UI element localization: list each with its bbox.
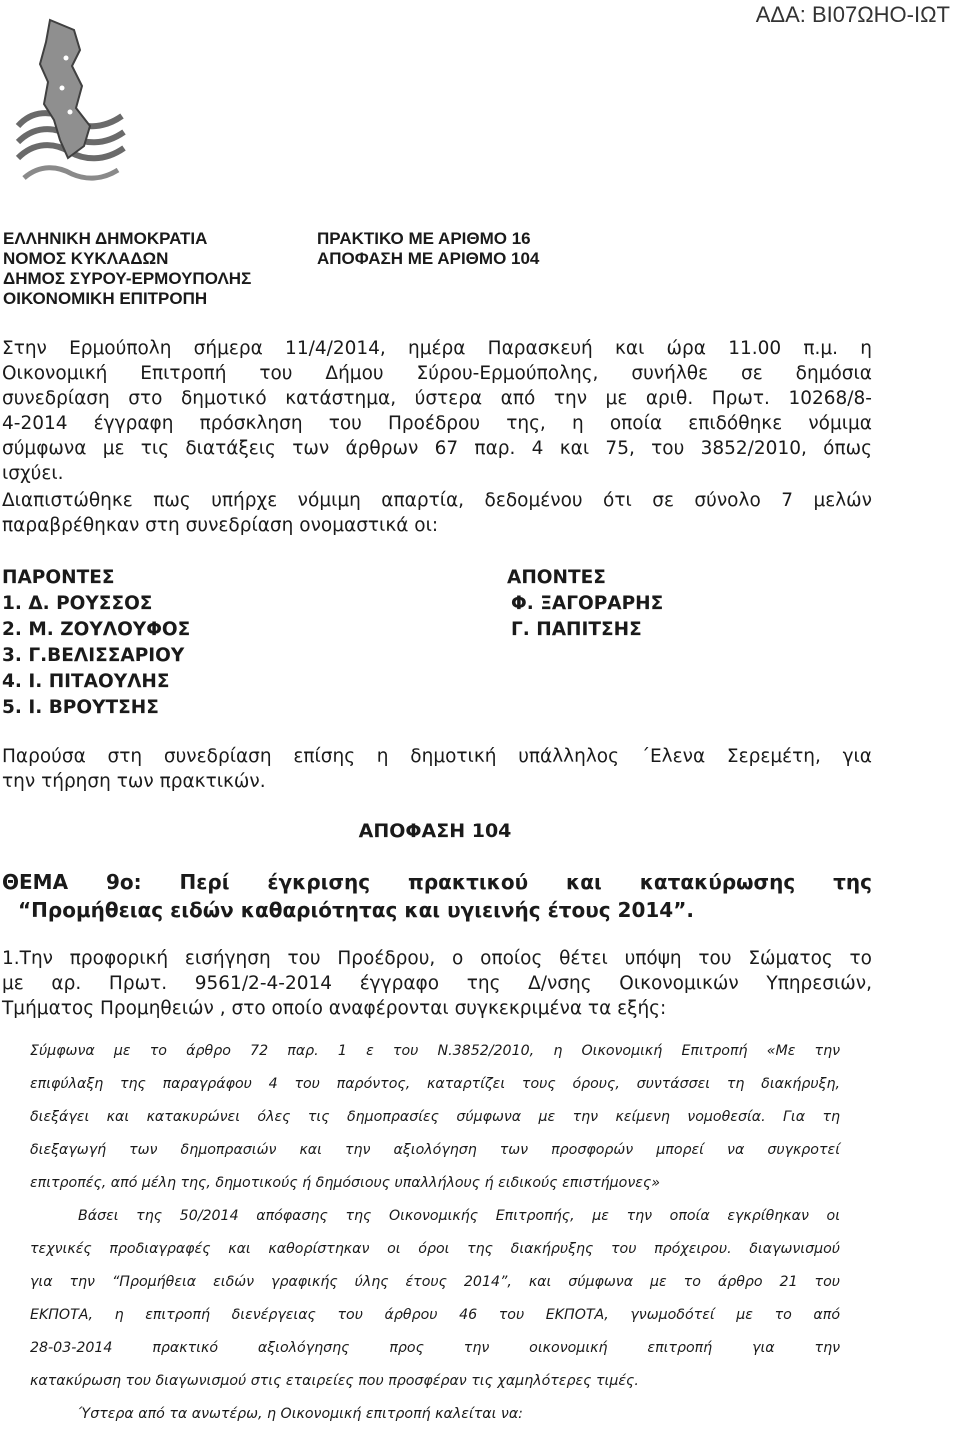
quote-line-9: ΕΚΠΟΤΑ, η επιτροπή διενέργειας του άρθρου 46 του ΕΚΠΟΤΑ, γνωμοδότεί με το από [30,1307,840,1323]
secretary-line-2: την τήρηση των πρακτικών. [2,771,266,792]
present-member-4: 4. Ι. ΠΙΤΑΟΥΛΗΣ [2,671,170,692]
quote-line-6: Βάσει της 50/2014 απόφασης της Οικονομικής Επιτροπής, με την οποία εγκρίθηκαν οι [78,1208,840,1224]
present-title: ΠΑΡΟΝΤΕΣ [2,567,115,588]
header-right-1: ΠΡΑΚΤΙΚΟ ΜΕ ΑΡΙΘΜΟ 16 [317,229,531,248]
decision-title: ΑΠΟΦΑΣΗ 104 [358,820,512,842]
quote-line-7: τεχνικές προδιαγραφές και καθορίστηκαν οι όροι της διακήρυξης του πρόχειρου. διαγωνισμού [30,1241,840,1257]
quote-line-11: κατακύρωση του διαγωνισμού στις εταιρείες που προσφέραν τις χαμηλότερες τιμές. [30,1373,639,1389]
header-left-2: ΝΟΜΟΣ ΚΥΚΛΑΔΩΝ [3,249,169,268]
intro-line-3: συνεδρίαση στο δημοτικό κατάστημα, ύστερα από την με αριθ. Πρωτ. 10268/8- [2,388,872,409]
absent-member-1: Φ. ΞΑΓΟΡΑΡΗΣ [511,593,664,614]
present-member-3: 3. Γ.ΒΕΛΙΣΣΑΡΙΟΥ [2,645,185,666]
quote-line-12: Ύστερα από τα ανωτέρω, η Οικονομική επιτροπή καλείται να: [78,1406,523,1422]
header-left-3: ΔΗΜΟΣ ΣΥΡΟΥ-ΕΡΜΟΥΠΟΛΗΣ [3,269,252,288]
proposal-line-1: 1.Την προφορική εισήγηση του Προέδρου, ο οποίος θέτει υπόψη του Σώματος το [2,948,872,969]
absent-title: ΑΠΟΝΤΕΣ [507,567,606,588]
quote-line-5: επιτροπές, από μέλη της, δημοτικούς ή δημόσιους υπαλλήλους ή ειδικούς επιστήμονες» [30,1175,661,1191]
quote-line-10: 28-03-2014 πρακτικό αξιολόγησης προς την οικονομική επιτροπή για την [30,1340,840,1356]
present-member-2: 2. Μ. ΖΟΥΛΟΥΦΟΣ [2,619,191,640]
subject-line-2: “Προμήθειας ειδών καθαριότητας και υγιεινής έτους 2014”. [18,898,694,922]
quorum-line-2: παραβρέθηκαν στη συνεδρίαση ονομαστικά οι: [2,515,439,536]
proposal-line-3: Τμήματος Προμηθειών , στο οποίο αναφέρονται συγκεκριμένα τα εξής: [2,998,667,1019]
intro-line-4: 4-2014 έγγραφη πρόσκληση του Προέδρου της, η οποία επιδόθηκε νόμιμα [2,413,872,434]
intro-line-5: σύμφωνα με τις διατάξεις των άρθρων 67 παρ. 4 και 75, του 3852/2010, όπως [2,438,872,459]
quote-line-3: διεξάγει και κατακυρώνει όλες τις δημοπρασίες σύμφωνα με την κείμενη νομοθεσία. Για τη [30,1109,840,1125]
intro-line-6: ισχύει. [2,463,64,484]
header-left-4: ΟΙΚΟΝΟΜΙΚΗ ΕΠΙΤΡΟΠΗ [3,289,208,308]
quote-line-2: επιφύλαξη της παραγράφου 4 του παρόντος, καταρτίζει τους όρους, συντάσσει τη διακήρυξη, [30,1076,840,1092]
intro-line-2: Οικονομική Επιτροπή του Δήμου Σύρου-Ερμούπολης, συνήλθε σε δημόσια [2,363,872,384]
quote-line-4: διεξαγωγή των δημοπρασιών και την αξιολόγηση των προσφορών μπορεί να συγκροτεί [30,1142,840,1158]
quote-line-1: Σύμφωνα με το άρθρο 72 παρ. 1 ε του Ν.3852/2010, η Οικονομική Επιτροπή «Με την [30,1043,840,1059]
absent-member-2: Γ. ΠΑΠΙΤΣΗΣ [511,619,642,640]
ada-code: ΑΔΑ: ΒΙ07ΩΗΟ-ΙΩΤ [755,2,950,27]
header-left-1: ΕΛΛΗΝΙΚΗ ΔΗΜΟΚΡΑΤΙΑ [3,229,208,248]
municipality-emblem-icon [10,8,132,218]
subject-line-1: ΘΕΜΑ 9ο: Περί έγκρισης πρακτικού και κατακύρωσης της [2,870,872,894]
present-member-5: 5. Ι. ΒΡΟΥΤΣΗΣ [2,697,159,718]
present-member-1: 1. Δ. ΡΟΥΣΣΟΣ [2,593,153,614]
intro-line-1: Στην Ερμούπολη σήμερα 11/4/2014, ημέρα Παρασκευή και ώρα 11.00 π.μ. η [2,338,872,359]
quote-line-8: για την “Προμήθεια ειδών γραφικής ύλης έτους 2014”, και σύμφωνα με το άρθρο 21 του [30,1274,840,1290]
header-right-2: ΑΠΟΦΑΣΗ ΜΕ ΑΡΙΘΜΟ 104 [317,249,540,268]
quorum-line-1: Διαπιστώθηκε πως υπήρχε νόμιμη απαρτία, δεδομένου ότι σε σύνολο 7 μελών [2,490,872,511]
secretary-line-1: Παρούσα στη συνεδρίαση επίσης η δημοτική υπάλληλος ΄Ελενα Σερεμέτη, για [2,746,872,767]
proposal-line-2: με αρ. Πρωτ. 9561/2-4-2014 έγγραφο της Δ/νσης Οικονομικών Υπηρεσιών, [2,973,872,994]
